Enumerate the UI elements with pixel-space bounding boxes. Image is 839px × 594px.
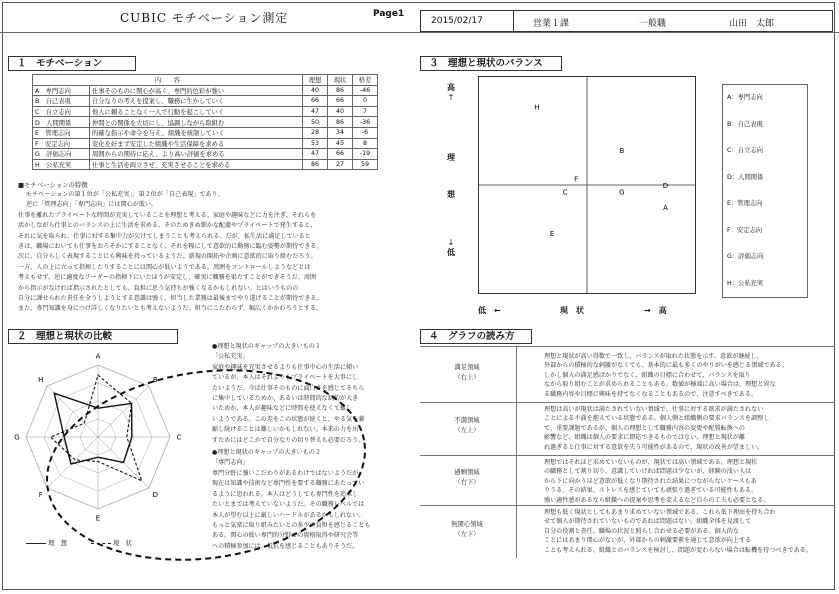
feature-line: 活かしながら仕事とのバランスの上に生活を求める。そのためきめ細かな配慮やプライベートで発生すると、 xyxy=(18,222,317,230)
table-cell-current: 66 xyxy=(328,149,353,160)
feature-line: 次に、自分らしく表現することにも興味を持っているようだ。新規の開拓や企画に意欲的に取り組むだろう。 xyxy=(18,253,317,261)
table-cell-desc: 仲間との関係を大切にし、協調しながら取組む xyxy=(90,117,303,128)
table-cell-ideal: 86 xyxy=(303,159,328,170)
reading-row xyxy=(420,455,834,504)
radar-axis-label: E xyxy=(95,514,101,523)
table-cell-current: 86 xyxy=(328,117,353,128)
header-info-box xyxy=(420,10,833,32)
report-title: CUBIC モチベーション測定 xyxy=(120,11,289,25)
legend-ideal-label: 理 想 xyxy=(48,540,67,547)
gap-line: たいようだ。今は仕事そのものに面白さを感じてそちら xyxy=(212,384,365,392)
reading-line: 強い適性感があるなら組織への提案や思考を変えるなど自らの工夫も必要となる。 xyxy=(544,496,770,504)
reading-line: 外部からの積極的な刺激がなくても、基本的に最も多くのやりがいを感じる領域である。 xyxy=(544,362,788,370)
balance-legend-item: E：管理志向 xyxy=(727,200,763,207)
gap-line: ある。関心の低い専門的分野での資格取得や研究会等 xyxy=(212,532,359,540)
reading-row xyxy=(420,505,834,558)
balance-legend-item: H：公私充実 xyxy=(727,279,764,287)
reading-label-title: 不満領域 xyxy=(454,417,480,424)
table-cell-ideal: 40 xyxy=(303,85,328,96)
balance-legend-item: A：専門志向 xyxy=(727,94,763,101)
gap-heading-1: ●理想と現状のギャップの大きいもの１ xyxy=(212,343,321,350)
reading-line: 理想は高いが現状は満たされていない領域で、仕事に対する欲求が満たされない xyxy=(544,406,764,413)
table-cell-gap: -19 xyxy=(353,149,378,160)
gap-heading-2: ●理想と現状のギャップの大きいもの２ xyxy=(212,449,321,457)
reading-line: りうる。その結果、ストレスを感じていても頑張り過ぎている可能性もある。 xyxy=(544,487,758,495)
table-cell-gap: 7 xyxy=(353,106,378,117)
balance-legend-item: F：安定志向 xyxy=(727,226,763,234)
feature-line: 一方、人の上に立って指揮したりすることには関心が低いようである。周囲をコントロールしようなどとは xyxy=(18,263,311,271)
table-cell-desc: 仕事と生活を両立させ、充実させることを求める xyxy=(90,159,303,170)
gap-line: いようである。この差をこの状態が続くと、やる気を萎 xyxy=(212,415,365,423)
table-row xyxy=(33,138,378,149)
table-row xyxy=(33,149,378,160)
table-cell-code: H 公私充実 xyxy=(33,159,90,170)
table-cell-current: 40 xyxy=(328,106,353,117)
reading-label xyxy=(420,416,514,436)
table-cell-current: 66 xyxy=(328,96,353,107)
balance-point-label: A xyxy=(663,203,668,212)
feature-line: 仕事を離れたプライベートな時間が充実していることを理想と考える。家庭や趣味などに力を注ぎ、それらを xyxy=(18,211,317,219)
gap-line: 本人が望む以上に厳しいハードルがあるかもしれない。 xyxy=(212,511,365,519)
table-row xyxy=(33,96,378,107)
department: 営業１課 xyxy=(533,19,570,29)
table-cell-ideal: 47 xyxy=(303,149,328,160)
reading-line: 自分の役割と責任、職場の状況と照らし合わせる必要がある。個人的な xyxy=(544,527,739,535)
table-cell-current: 86 xyxy=(328,85,353,96)
reading-line: ことによる不満を抱えている状態である。個人側と組織側の要求バランスを調整し xyxy=(544,415,770,423)
table-cell-desc: 周囲からの期待に応え、より高い評価を求める xyxy=(90,149,303,160)
feature-line: また、専門知識を身につけ詳しくなりたいとも考えないようだ。担当にこだわらず、幅広くかかわろうとする。 xyxy=(18,305,323,313)
reading-line: しかし個人の満足感ばかりでなく、組織の目標に合わせて、バランスを取り xyxy=(544,371,751,379)
table-cell-ideal: 66 xyxy=(303,96,328,107)
table-cell-gap: 8 xyxy=(353,138,378,149)
gap-line: いためか、本人が趣味などに時間を使えなくて難し xyxy=(212,405,353,413)
balance-point-label: C xyxy=(562,188,568,197)
reading-row xyxy=(420,402,834,453)
balance-legend-item: D：人間関係 xyxy=(727,173,764,181)
table-cell-desc: 他人に頼ることなく一人で行動を起こしていく xyxy=(90,106,303,117)
reading-text xyxy=(544,405,828,452)
gap-item-1: 「公私充実」 xyxy=(212,353,249,361)
reading-label-sub: （左上） xyxy=(454,427,480,434)
gap-item-2: 「専門志向」 xyxy=(212,459,249,467)
reading-line: 理想も低く現状としてもあまり求めていない領域である。これら低下理由を持ち合わ xyxy=(544,509,776,516)
table-cell-desc: 仕事そのものに関心が高く、専門的色彩が強い xyxy=(90,85,303,96)
section-reading-guide: ４ グラフの読み方 xyxy=(420,329,532,344)
table-header-row xyxy=(33,75,378,86)
gap-line: 縮し続けることは難しいかもしれない。本来の力を出 xyxy=(212,426,359,434)
table-cell-code: A 専門志向 xyxy=(33,85,90,96)
table-cell-gap: -36 xyxy=(353,117,378,128)
radar-axis-label: A xyxy=(95,352,101,361)
balance-point-label: B xyxy=(619,147,625,156)
balance-legend-item: G：評価志向 xyxy=(727,253,764,260)
reading-line: ことにはあまり関心がないが、外部からの刺激要素を通じて意欲が向上する xyxy=(544,537,752,545)
reading-line: 理想と現状が高い得数で一致し、バランスが取れた状態を示す。意欲が継続し、 xyxy=(544,353,763,360)
table-cell-gap: -46 xyxy=(353,85,378,96)
balance-point-label: E xyxy=(549,229,555,238)
reading-label-sub: （右下） xyxy=(454,479,480,486)
reading-text xyxy=(544,458,828,505)
feature-heading: ■モチベーションの特徴 xyxy=(18,181,88,189)
table-cell-desc: 自分なりの考えを提案し、職務に生かしていく xyxy=(90,96,303,107)
balance-legend xyxy=(722,84,808,298)
table-cell-desc: 的確な指示や命令を与え、組織を統制していく xyxy=(90,127,303,138)
gap-line: もっと気楽に取り組みたいとの多少の負担を感じることも xyxy=(212,521,371,529)
table-cell-code: G 評価志向 xyxy=(33,149,90,160)
table-header-ideal: 理想 xyxy=(303,75,328,86)
feature-line: 逆に「管理志向」「専門志向」には関心が低い。 xyxy=(26,201,158,209)
balance-point-label: H xyxy=(534,103,540,112)
radar-axis-label: G xyxy=(14,433,20,442)
reading-line: ながら取り組むことが求められることもある。数値が極端に高い場合は、理想と異な xyxy=(544,381,776,389)
y-axis-char-2: 想 xyxy=(447,190,455,199)
table-cell-code: F 安定志向 xyxy=(33,138,90,149)
reading-line: 理想ではそれほど求めていないものが、現状では高い領域である。理想と現状 xyxy=(544,459,758,466)
table-header-current: 現状 xyxy=(328,75,353,86)
balance-point-label: F xyxy=(574,175,579,184)
table-cell-gap: 59 xyxy=(353,159,378,170)
reading-line: せて個人が期待されていないものであれば問題はない。組織全体を見渡して xyxy=(544,518,752,526)
reading-line: から下に向かうほど意欲が低くなり期待された結果につながらないケースもあ xyxy=(544,477,757,485)
gap-line: すためにはどこかで自分なりの切り替えも必要だろう。 xyxy=(212,436,365,444)
reading-top-rule xyxy=(420,346,834,349)
focus-ellipse xyxy=(40,360,370,580)
y-up-arrow: ↑ xyxy=(447,93,455,102)
section-ideal-vs-current: ２ 理想と現状の比較 xyxy=(8,329,178,344)
gap-line: 家庭や趣味を充実させるよりも仕事中心の生活に傾い xyxy=(212,363,359,371)
table-cell-current: 34 xyxy=(328,127,353,138)
table-cell-current: 45 xyxy=(328,138,353,149)
reading-label-title: 過剰領域 xyxy=(454,469,480,476)
gap-line: たいとまでは考えていないようだ。その職務レベルでは xyxy=(212,501,365,509)
y-low-label: 低 xyxy=(447,248,455,257)
header-divider xyxy=(513,11,514,31)
gap-line: るように思われる。本人はどうしても専門性を追求し xyxy=(212,490,359,498)
table-row xyxy=(33,127,378,138)
motivation-table xyxy=(32,74,378,170)
balance-point-label: D xyxy=(662,182,669,190)
balance-legend-item: C：自立志向 xyxy=(727,147,763,154)
x-axis-title: 現 状 xyxy=(560,306,584,315)
reading-line: れ過ぎると仕事に対する意欲を失う可能性があるので、現状の改善が望ましい。 xyxy=(544,443,764,451)
table-header-gap: 格差 xyxy=(353,75,378,86)
table-cell-desc: 変化を好まず安定した組織や生活保障を求める xyxy=(90,138,303,149)
radar-axis-label: F xyxy=(38,490,43,499)
reading-label-title: 無関心領域 xyxy=(451,521,483,528)
y-axis-char-1: 理 xyxy=(447,153,455,162)
x-high-label: → 高 xyxy=(644,306,667,315)
section-motivation: １ モチベーション xyxy=(8,56,136,71)
table-cell-code: E 管理志向 xyxy=(33,127,90,138)
table-row xyxy=(33,117,378,128)
feature-line: 自分に課せられた責任を全うしようとする意識は強く、担当した業務は最後までやり遂げることが期待できる。 xyxy=(18,295,323,303)
report-date: 2015/02/17 xyxy=(431,16,483,26)
legend-current-label: 現 状 xyxy=(112,540,132,547)
reading-label-sub: （左下） xyxy=(454,531,480,538)
gap-line: に集中しているためか、あるいは時間的な制約が大き xyxy=(212,395,359,403)
gap-line: 専門分野に強いこだわりがあるわけではないようだが、 xyxy=(212,469,365,477)
table-cell-code: C 自立志向 xyxy=(33,106,90,117)
balance-legend-item: B：自己表現 xyxy=(727,120,763,128)
reading-label xyxy=(420,363,514,383)
table-cell-code: D 人間関係 xyxy=(33,117,90,128)
job-position: 一般職 xyxy=(639,19,667,29)
reading-line: る職務内容や目標に興味を持てなくなることもあるので、注意すべきである。 xyxy=(544,390,758,398)
table-cell-gap: -6 xyxy=(353,127,378,138)
feature-text xyxy=(18,190,398,315)
table-row xyxy=(33,106,378,117)
y-high-label: 高 xyxy=(447,83,455,92)
reading-label-sub: （右上） xyxy=(454,374,480,381)
reading-text xyxy=(544,508,828,555)
feature-line: 考えもせず、逆に適度なリーダーの指揮下にいたほうが安定し、確実に職務を果たすことができそうだ。周囲 xyxy=(18,274,317,282)
reading-label xyxy=(420,520,514,540)
table-cell-ideal: 47 xyxy=(303,106,328,117)
feature-line: それに気を取られ、仕事に対する集中力が欠けてしまうことも考えられる。だが、私生活に満足していると xyxy=(18,232,311,240)
section-balance: ３ 理想と現状のバランス xyxy=(420,56,562,71)
x-low-label: 低 ← xyxy=(478,306,501,315)
table-cell-ideal: 28 xyxy=(303,127,328,138)
feature-line: モチベーションの第１位が「公私充実」、第２位が「自己表現」であり、 xyxy=(26,191,224,198)
radar-axis-label: C xyxy=(176,433,182,442)
balance-point-label: G xyxy=(619,188,625,197)
table-cell-code: B 自己表現 xyxy=(33,96,90,107)
header-rule xyxy=(0,32,839,33)
table-row xyxy=(33,159,378,170)
table-cell-current: 27 xyxy=(328,159,353,170)
radar-axis-label: D xyxy=(152,490,158,499)
reading-line: 影響など、組織は個人の要求に即応できるものではない。理想と現状が離 xyxy=(544,434,746,442)
feature-line: きは、職場においても仕事をおろそかにすることなく、それを糧にして意欲的に勤務に臨む姿勢が期待できる。 xyxy=(18,243,323,251)
reading-label xyxy=(420,468,514,488)
reading-label-title: 満足領域 xyxy=(454,364,480,371)
radar-axis-label: B xyxy=(152,376,158,385)
table-row xyxy=(33,85,378,96)
table-header-content: 内 容 xyxy=(33,75,303,86)
y-axis-label xyxy=(445,82,457,258)
reading-line: の職務として割り切り、意識していければ問題は少ないが、経験の浅い人は xyxy=(544,468,752,476)
radar-axis-label: H xyxy=(38,376,44,385)
table-cell-gap: 0 xyxy=(353,96,378,107)
gap-line: への積極参加には、抵抗を感じることもありそうだ。 xyxy=(212,542,359,550)
employee-name: 山田 太郎 xyxy=(729,19,775,29)
table-cell-ideal: 53 xyxy=(303,138,328,149)
feature-line: から指示がなければ指示されたとしても、負担に思う気持ちが強くなるかもしれない。とはいうものの xyxy=(18,284,299,292)
reading-row xyxy=(420,350,834,400)
y-down-arrow: ↓ xyxy=(447,238,455,247)
reading-line: ことも考えられる。組織とのバランスを検討し、問題が変わらない場合は転機を待つべきである。 xyxy=(544,546,812,554)
gap-line: 現在は知識や技術など専門性を要する職務にあたってい xyxy=(212,480,365,488)
gap-line: ているが、本人はそれよりもプライベートを大事にし xyxy=(212,374,359,382)
reading-text xyxy=(544,352,828,399)
balance-chart xyxy=(478,76,696,294)
page-number: Page1 xyxy=(373,9,405,19)
reading-line: て、重要課題であるが、個人の理想として職務内容の変更や配置転換への xyxy=(544,424,745,432)
table-cell-ideal: 50 xyxy=(303,117,328,128)
